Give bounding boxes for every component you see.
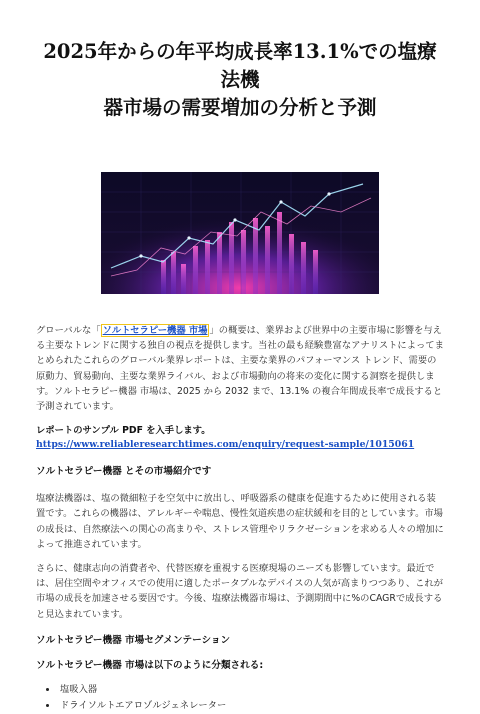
page-title	[36, 0, 444, 122]
section-heading-classification: ソルトセラピー機器 市場は以下のように分類される:	[36, 659, 264, 671]
title-line-1: 2025年からの年平均成長率13.1%での塩療法機	[43, 40, 437, 91]
body-paragraph-2: さらに、健康志向の消費者や、代替医療を重視する医療現場のニーズも影響しています。最近では、居住空間やオフィスでの使用に適したポータブルなデバイスの人気が高まりつつあり、これが市場の成長を加速させる要因です。今後、塩療法機器市場は、予測期間中に%のCAGRで成長すると見込まれています。	[36, 563, 444, 620]
list-item: • 塩吸入器	[58, 682, 444, 698]
segment-list	[36, 682, 444, 714]
section-heading-segmentation: ソルトセラピー機器 市場セグメンテーション	[36, 634, 231, 646]
sample-pdf-line	[36, 424, 444, 452]
sample-request-link[interactable]: https://www.reliableresearchtimes.com/enquiry/request-sample/1015061	[36, 439, 415, 451]
sample-label: レポートのサンプル PDF を入手します。	[36, 425, 211, 437]
market-link-box	[101, 324, 210, 337]
body-paragraph-1: 塩療法機器は、塩の微細粒子を空気中に放出し、呼吸器系の健康を促進するために使用される装置です。これらの機器は、アレルギーや喘息、慢性気道疾患の症状緩和を目的としています。市場の成長は、自然療法への関心の高まりや、ストレス管理やリラクゼーションを求める人々の増加によって推進されています。	[36, 493, 444, 550]
market-link[interactable]: ソルトセラピー機器 市場	[102, 325, 208, 336]
section-heading-intro: ソルトセラピー機器 とその市場紹介です	[36, 466, 212, 478]
hero-image	[101, 172, 379, 294]
title-line-2: 器市場の需要増加の分析と予測	[103, 96, 377, 119]
intro-paragraph: グローバルな「 ソルトセラピー機器 市場 」の概要は、業界および世界中の主要市場に影響を与える主要なトレンドに関する独自の視点を提供します。当社の最も経験豊富なアナリストによってまとめられたこれらのグローバル業界レポートは、主要な業界のパフォーマンス トレンド、需要の原動力、貿易動向、主要な業界ライバル、および市場動向の将来の変化に関する洞察を提供します。ソルトセラピー機器 市場は、2025 から 2032 まで、13.1% の複合年間成長率で成長すると予測されています。	[36, 325, 444, 413]
list-item: • ドライソルトエアロゾルジェネレーター	[58, 698, 444, 714]
